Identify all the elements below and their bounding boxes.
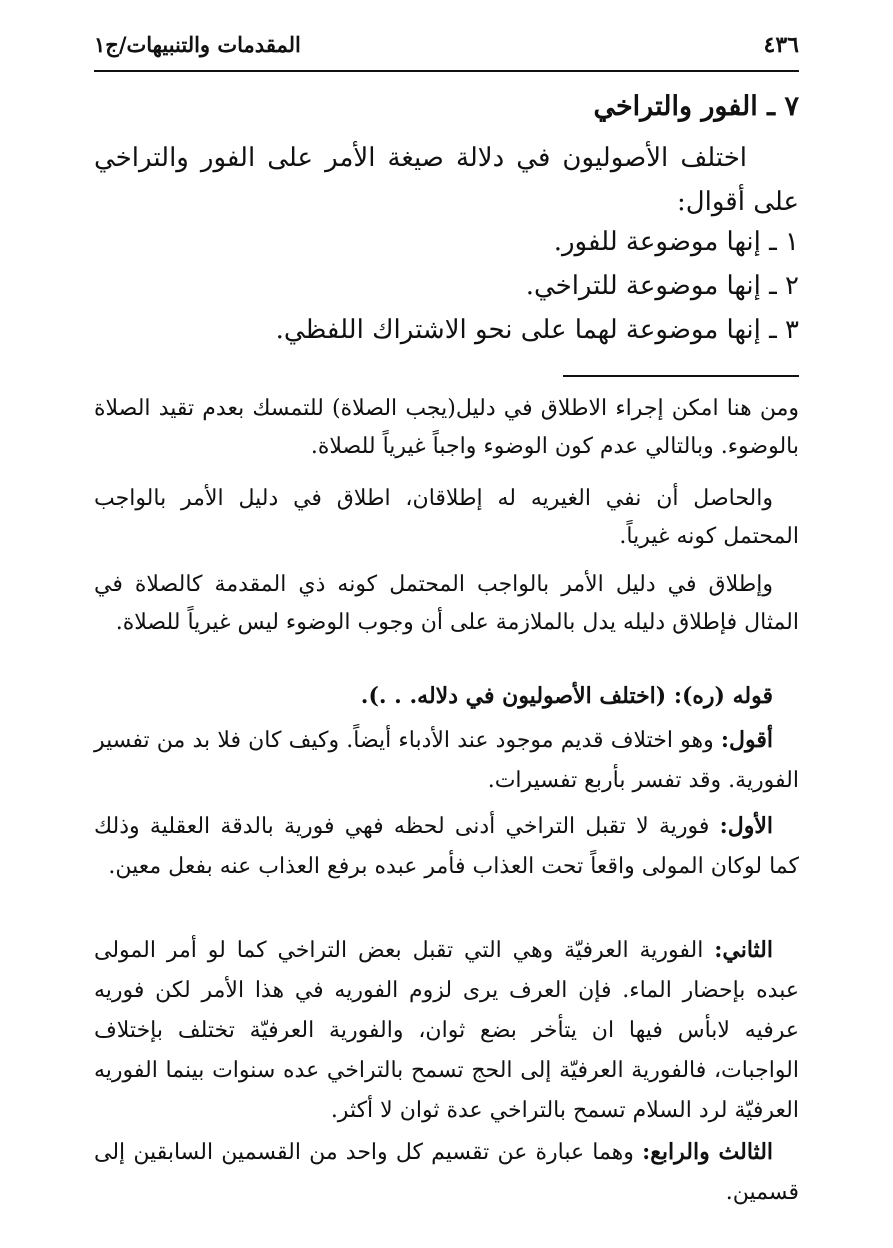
section-title: ٧ ـ الفور والتراخي — [593, 91, 799, 122]
footnote-paragraph: ومن هنا امكن إجراء الاطلاق في دليل(يجب الصلاة) للتمسك بعدم تقيد الصلاة بالوضوء. وبالتالي عدم كون الوضوء واجباً غيرياً للصلاة. — [94, 396, 799, 459]
footnote-paragraph: وإطلاق في دليل الأمر بالواجب المحتمل كونه ذي المقدمة كالصلاة في المثال فإطلاق دليله يدل بالملازمة على أن وجوب الوضوء ليس غيرياً للصلاة. — [94, 572, 799, 635]
paragraph-label: أقول: — [720, 727, 773, 753]
page-header — [94, 28, 799, 68]
commentary-paragraph — [94, 930, 799, 1131]
paragraph-text: فورية لا تقبل التراخي أدنى لحظه فهي فورية بالدقة العقلية وذلك كما لوكان المولى واقعاً تحت العذاب فأمر عبده برفع العذاب عنه بفعل معين. — [94, 814, 799, 879]
opinions-list — [94, 220, 799, 352]
paragraph-text: الفورية العرفيّة وهي التي تقبل بعض التراخي كما لو أمر المولى عبده بإحضار الماء. فإن العرف يرى لزوم الفوريه في هذا الأمر لكن فوريه عرفيه لابأس فيها ان يتأخر بضع ثوان، والفورية العرفيّة تختلف بإختلاف الواجبات، فالفورية العرفيّة إلى الحج تسمح بالتراخي عده سنوات بينما الفوريه العرفيّة لرد السلام تسمح بالتراخي عدة ثوان لا أكثر. — [94, 938, 799, 1123]
paragraph-text: وهو اختلاف قديم موجود عند الأدباء أيضاً. وكيف كان فلا بد من تفسير الفورية. وقد تفسر بأربع تفسيرات. — [94, 728, 799, 793]
page-number: ٤٣٦ — [763, 32, 799, 58]
footnote-divider — [563, 375, 799, 377]
list-item: ٣ ـ إنها موضوعة لهما على نحو الاشتراك اللفظي. — [275, 315, 799, 345]
paragraph-label: الأول: — [719, 813, 773, 839]
list-item: ٢ ـ إنها موضوعة للتراخي. — [525, 271, 799, 301]
paragraph-label: الثاني: — [714, 937, 773, 963]
footnote-paragraph: والحاصل أن نفي الغيريه له إطلاقان، اطلاق في دليل الأمر بالواجب المحتمل كونه غيرياً. — [94, 486, 799, 549]
commentary-heading: قوله (ره): (اختلف الأصوليون في دلاله. . .). — [360, 683, 773, 709]
section-intro: اختلف الأصوليون في دلالة صيغة الأمر على الفور والتراخي على أقوال: — [94, 143, 799, 217]
commentary-paragraph — [94, 720, 799, 801]
header-divider — [94, 70, 799, 72]
paragraph-text: وهما عبارة عن تقسيم كل واحد من القسمين السابقين إلى قسمين. — [94, 1140, 799, 1205]
paragraph-label: الثالث والرابع: — [642, 1139, 774, 1165]
commentary-paragraph — [94, 806, 799, 887]
list-item: ١ ـ إنها موضوعة للفور. — [553, 227, 799, 257]
commentary-paragraph — [94, 1132, 799, 1213]
running-title: المقدمات والتنبيهات/ج١ — [94, 32, 301, 57]
